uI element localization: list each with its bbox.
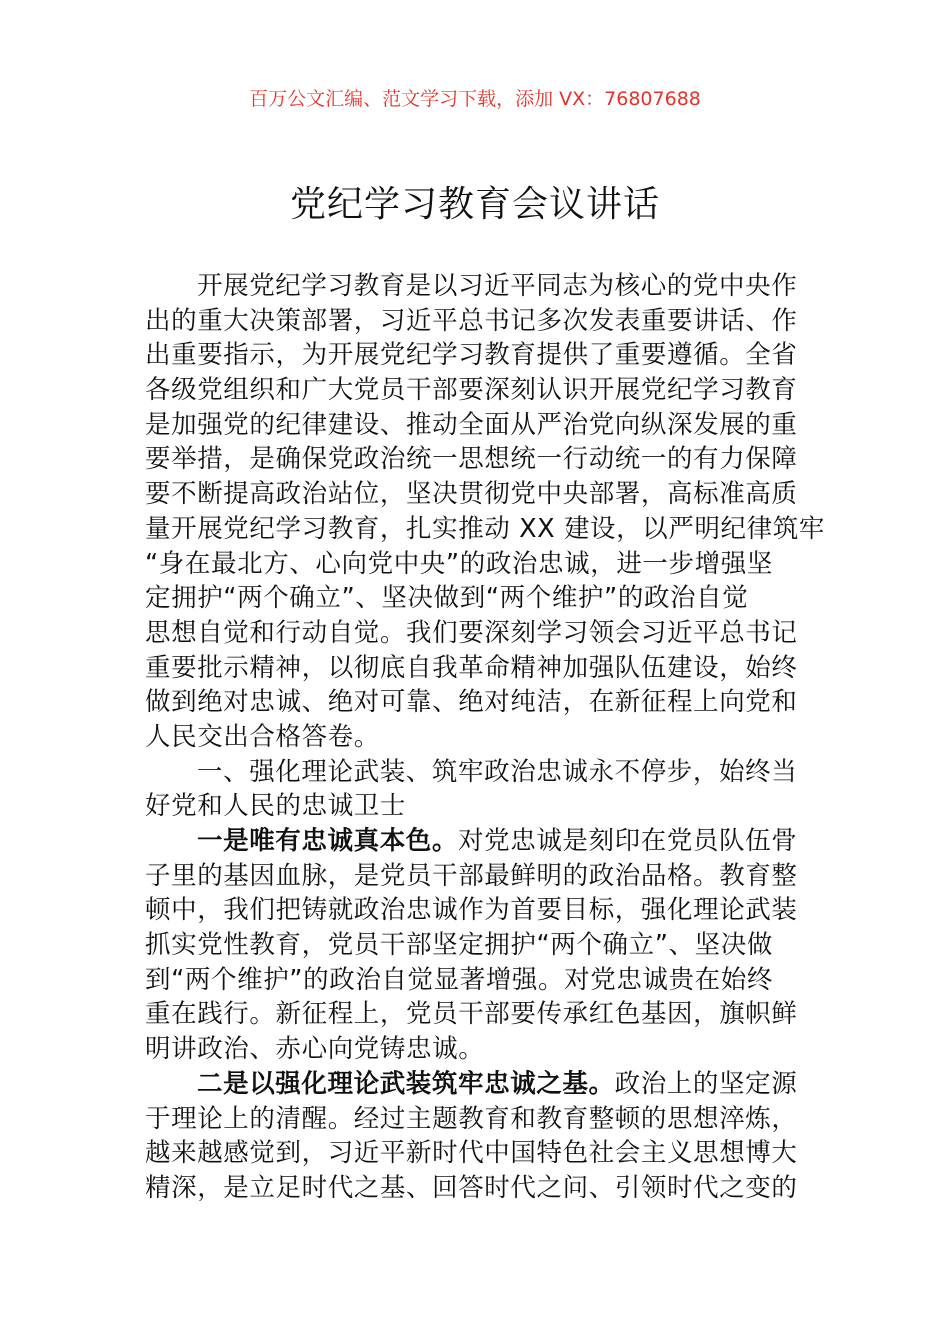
line-text: 出重要指示，为开展党纪学习教育提供了重要遵循。全省 (145, 340, 798, 371)
line-text: 于理论上的清醒。经过主题教育和教育整顿的思想淬炼， (145, 1103, 798, 1134)
line-text: 重要批示精神，以彻底自我革命精神加强队伍建设，始终 (145, 652, 798, 683)
line-text: 子里的基因血脉，是党员干部最鲜明的政治品格。教育整 (145, 860, 798, 891)
line-text: 重在践行。新征程上，党员干部要传承红色基因，旗帜鲜 (145, 999, 798, 1030)
text-line (145, 685, 810, 720)
line-text: 出的重大决策部署，习近平总书记多次发表重要讲话、作 (145, 305, 798, 336)
text-line (145, 581, 810, 616)
text-line (145, 477, 810, 512)
text-line (145, 720, 810, 755)
line-text: 顿中，我们把铸就政治忠诚作为首要目标，强化理论武装 (145, 895, 798, 926)
document-title: 党纪学习教育会议讲话 (289, 184, 660, 225)
line-text: 要不断提高政治站位，坚决贯彻党中央部署，高标准高质 (145, 479, 798, 510)
text-line (145, 408, 810, 443)
line-text: 精深，是立足时代之基、回答时代之问、引领时代之变的 (145, 1172, 798, 1203)
text-line (145, 824, 810, 859)
line-text: 思想自觉和行动自觉。我们要深刻学习领会习近平总书记 (145, 617, 798, 648)
text-line (145, 1102, 810, 1137)
line-text: 越来越感觉到，习近平新时代中国特色社会主义思想博大 (145, 1138, 798, 1169)
text-line (145, 893, 810, 928)
line-text: 开展党纪学习教育是以习近平同志为核心的党中央作 (197, 271, 798, 301)
text-line (145, 928, 810, 963)
line-text: 是加强党的纪律建设、推动全面从严治党向纵深发展的重 (145, 409, 798, 440)
text-line (145, 789, 810, 824)
text-line (145, 963, 810, 998)
text-line (145, 1067, 810, 1102)
line-text: 到“两个维护”的政治自觉显著增强。对党忠诚贵在始终 (145, 964, 773, 995)
text-line (145, 616, 810, 651)
line-text: 各级党组织和广大党员干部要深刻认识开展党纪学习教育 (145, 375, 798, 406)
line-text: 对党忠诚是刻印在党员队伍骨 (458, 826, 798, 856)
bold-lead-phrase: 二是以强化理论武装筑牢忠诚之基。 (197, 1068, 615, 1099)
line-text: 明讲政治、赤心向党铸忠诚。 (145, 1034, 485, 1065)
text-line (145, 755, 810, 790)
text-line (145, 859, 810, 894)
line-text: “身在最北方、心向党中央”的政治忠诚，进一步增强坚 (145, 548, 773, 579)
line-text: 抓实党性教育，党员干部坚定拥护“两个确立”、坚决做 (145, 930, 773, 961)
line-text: 好党和人民的忠诚卫士 (145, 791, 407, 822)
line-text: 一、强化理论武装、筑牢政治忠诚永不停步，始终当 (197, 756, 798, 787)
text-line (145, 442, 810, 477)
line-text: 量开展党纪学习教育，扎实推动 XX 建设，以严明纪律筑牢 (145, 513, 825, 544)
text-line (145, 1136, 810, 1171)
line-text: 定拥护“两个确立”、坚决做到“两个维护”的政治自觉 (145, 583, 749, 614)
text-line (145, 651, 810, 686)
header-watermark-note: 百万公文汇编、范文学习下载，添加 VX：76807688 (249, 88, 701, 110)
text-line (145, 997, 810, 1032)
text-line (145, 512, 825, 547)
text-line (145, 269, 810, 304)
text-line (145, 304, 810, 339)
bold-lead-phrase: 一是唯有忠诚真本色。 (197, 826, 459, 856)
text-line (145, 547, 810, 582)
document-body (145, 269, 825, 1206)
text-line (145, 373, 810, 408)
line-text: 人民交出合格答卷。 (145, 721, 380, 752)
line-text: 做到绝对忠诚、绝对可靠、绝对纯洁，在新征程上向党和 (145, 687, 798, 718)
line-text: 政治上的坚定源 (614, 1068, 798, 1099)
text-line (145, 338, 810, 373)
line-text: 要举措，是确保党政治统一思想统一行动统一的有力保障 (145, 444, 798, 475)
text-line (145, 1171, 810, 1206)
text-line (145, 1032, 810, 1067)
